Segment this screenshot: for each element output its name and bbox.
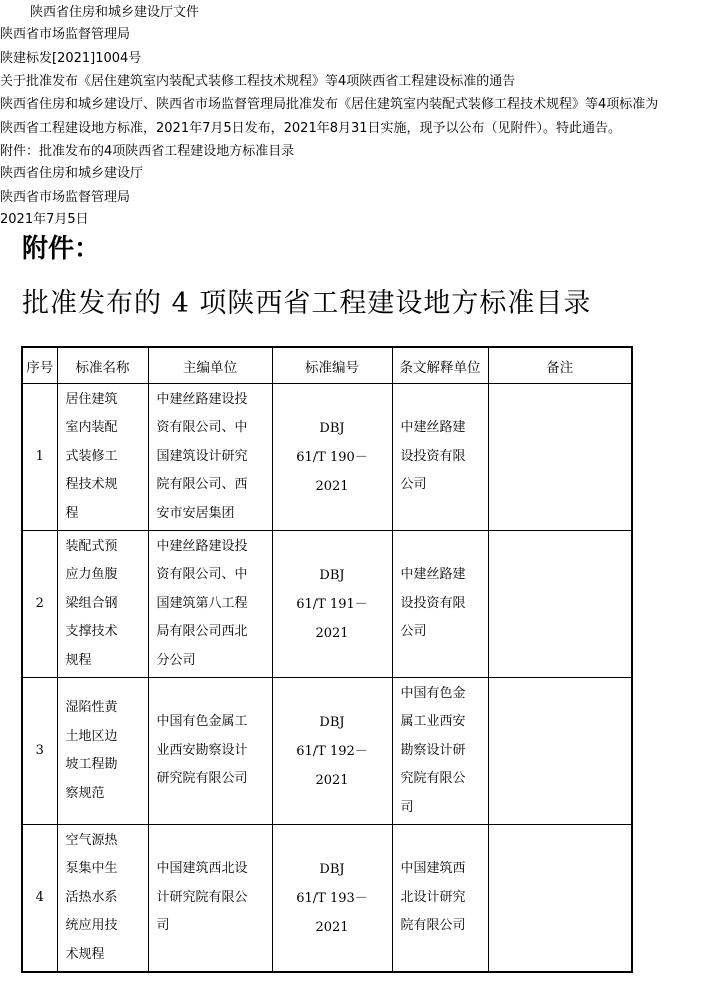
document-number: 陕建标发[2021]1004号 bbox=[0, 51, 142, 66]
cell-chief-editor-line: 局有限公司西北 bbox=[156, 624, 248, 640]
cell-standard-code-line: 61/T 190－2021 bbox=[296, 449, 368, 494]
attachment-label: 附件： bbox=[22, 234, 101, 264]
cell-interpretation-unit-line: 勘察设计研 bbox=[400, 742, 466, 758]
cell-chief-editor-line: 资有限公司、中 bbox=[156, 567, 248, 583]
cell-standard-name-line: 土地区边 bbox=[65, 728, 118, 744]
cell-standard-name bbox=[57, 825, 148, 973]
cell-standard-code bbox=[272, 678, 392, 825]
cell-standard-name-line: 察规范 bbox=[65, 785, 105, 801]
signature-market-bureau: 陕西省市场监督管理局 bbox=[0, 190, 131, 205]
cell-interpretation-unit-line: 院有限公司 bbox=[400, 918, 466, 934]
cell-interpretation-unit-line: 公司 bbox=[400, 624, 427, 640]
cell-standard-code-line: DBJ bbox=[319, 567, 345, 583]
cell-interpretation-unit-line: 中国有色金 bbox=[400, 685, 466, 701]
table-row bbox=[22, 384, 632, 531]
cell-standard-name-line: 湿陷性黄 bbox=[65, 700, 118, 715]
cell-standard-code bbox=[272, 384, 392, 531]
cell-chief-editor-line: 安市安居集团 bbox=[156, 505, 235, 521]
cell-serial: 1 bbox=[22, 384, 57, 531]
cell-standard-name-line: 梁组合钢 bbox=[65, 595, 118, 611]
cell-interpretation-unit-line: 公司 bbox=[400, 477, 427, 493]
cell-chief-editor-line: 分公司 bbox=[156, 652, 196, 668]
cell-chief-editor-line: 国建筑设计研究 bbox=[156, 448, 248, 464]
table-row bbox=[22, 678, 632, 825]
notice-body-line-2: 陕西省工程建设地方标准，2021年7月5日发布，2021年8月31日实施，现予以公布（见附件）。特此通告。 bbox=[0, 121, 622, 136]
cell-standard-name-line: 统应用技 bbox=[65, 918, 118, 934]
cell-interpretation-unit-line: 中建丝路建 bbox=[400, 567, 466, 583]
cell-standard-name-line: 式装修工 bbox=[65, 448, 118, 464]
cell-chief-editor-line: 中建丝路建设投 bbox=[156, 538, 248, 554]
cell-interpretation-unit bbox=[392, 531, 488, 678]
notice-date: 2021年7月5日 bbox=[0, 212, 89, 227]
cell-standard-name-line: 程技术规 bbox=[65, 477, 118, 493]
cell-interpretation-unit-line: 设投资有限 bbox=[400, 595, 466, 611]
cell-chief-editor bbox=[148, 678, 272, 825]
cell-standard-code-line: DBJ bbox=[319, 420, 345, 436]
document-label: 陕西省住房和城乡建设厅文件 bbox=[30, 5, 200, 20]
attachment-title: 批准发布的 4 项陕西省工程建设地方标准目录 bbox=[22, 288, 592, 319]
notice-subject: 关于批准发布《居住建筑室内装配式装修工程技术规程》等4项陕西省工程建设标准的通告 bbox=[0, 74, 516, 89]
header-interpretation-unit: 条文解释单位 bbox=[392, 347, 488, 384]
cell-chief-editor-line: 院有限公司、西 bbox=[156, 477, 248, 493]
cell-standard-name-line: 程 bbox=[65, 505, 79, 521]
cell-standard-name-line: 规程 bbox=[65, 652, 92, 668]
signature-housing-dept: 陕西省住房和城乡建设厅 bbox=[0, 166, 144, 181]
cell-standard-name-line: 坡工程勘 bbox=[65, 757, 118, 772]
header-standard-name: 标准名称 bbox=[57, 347, 148, 384]
cell-standard-name-line: 居住建筑 bbox=[65, 391, 118, 407]
cell-standard-name-line: 装配式预 bbox=[65, 538, 118, 554]
issuer-market-bureau: 陕西省市场监督管理局 bbox=[0, 27, 131, 42]
header-standard-code: 标准编号 bbox=[272, 347, 392, 384]
table-row bbox=[22, 825, 632, 973]
cell-interpretation-unit-line: 究院有限公 bbox=[400, 771, 466, 787]
cell-standard-code-line: DBJ bbox=[319, 714, 345, 730]
header-serial: 序号 bbox=[22, 347, 57, 384]
cell-interpretation-unit-line: 司 bbox=[400, 799, 414, 815]
cell-standard-code bbox=[272, 531, 392, 678]
cell-chief-editor-line: 中建丝路建设投 bbox=[156, 391, 248, 407]
cell-interpretation-unit-line: 设投资有限 bbox=[400, 448, 466, 464]
cell-standard-name bbox=[57, 384, 148, 531]
cell-standard-name-line: 活热水系 bbox=[65, 889, 118, 905]
cell-chief-editor-line: 司 bbox=[156, 918, 170, 934]
cell-chief-editor bbox=[148, 531, 272, 678]
cell-chief-editor-line: 业西安勘察设计 bbox=[156, 742, 248, 758]
cell-remarks bbox=[488, 678, 632, 825]
cell-interpretation-unit bbox=[392, 384, 488, 531]
cell-serial: 4 bbox=[22, 825, 57, 973]
cell-standard-code-line: 61/T 192－2021 bbox=[296, 743, 368, 788]
cell-interpretation-unit-line: 北设计研究 bbox=[400, 889, 466, 905]
standards-table bbox=[21, 346, 633, 973]
cell-standard-code bbox=[272, 825, 392, 973]
cell-chief-editor-line: 中国建筑西北设 bbox=[156, 861, 248, 877]
cell-serial: 2 bbox=[22, 531, 57, 678]
cell-chief-editor-line: 计研究院有限公 bbox=[156, 889, 248, 905]
cell-standard-name-line: 泵集中生 bbox=[65, 861, 118, 877]
cell-interpretation-unit-line: 中建丝路建 bbox=[400, 420, 466, 436]
table-header-row bbox=[22, 347, 632, 384]
cell-chief-editor-line: 中国有色金属工 bbox=[156, 714, 248, 730]
cell-chief-editor bbox=[148, 384, 272, 531]
cell-standard-code-line: DBJ bbox=[319, 861, 345, 877]
cell-chief-editor-line: 国建筑第八工程 bbox=[156, 595, 248, 611]
cell-serial: 3 bbox=[22, 678, 57, 825]
cell-interpretation-unit bbox=[392, 678, 488, 825]
cell-standard-code-line: 61/T 193－2021 bbox=[296, 890, 368, 935]
cell-chief-editor-line: 资有限公司、中 bbox=[156, 420, 248, 436]
cell-standard-name-line: 空气源热 bbox=[65, 832, 118, 848]
cell-remarks bbox=[488, 825, 632, 973]
cell-standard-name-line: 室内装配 bbox=[65, 420, 118, 436]
cell-remarks bbox=[488, 531, 632, 678]
table-row bbox=[22, 531, 632, 678]
cell-standard-name bbox=[57, 678, 148, 825]
cell-standard-name bbox=[57, 531, 148, 678]
attachment-note: 附件：批准发布的4项陕西省工程建设地方标准目录 bbox=[0, 144, 295, 159]
notice-body-line-1: 陕西省住房和城乡建设厅、陕西省市场监督管理局批准发布《居住建筑室内装配式装修工程技术规程》等4项标准为 bbox=[0, 97, 659, 112]
cell-interpretation-unit-line: 属工业西安 bbox=[400, 714, 466, 730]
header-chief-editor: 主编单位 bbox=[148, 347, 272, 384]
cell-chief-editor bbox=[148, 825, 272, 973]
cell-interpretation-unit bbox=[392, 825, 488, 973]
cell-standard-name-line: 支撑技术 bbox=[65, 624, 118, 640]
cell-interpretation-unit-line: 中国建筑西 bbox=[400, 861, 466, 877]
cell-standard-code-line: 61/T 191－2021 bbox=[296, 596, 368, 641]
cell-standard-name-line: 应力鱼腹 bbox=[65, 567, 118, 583]
header-remarks: 备注 bbox=[488, 347, 632, 384]
cell-remarks bbox=[488, 384, 632, 531]
cell-chief-editor-line: 研究院有限公司 bbox=[156, 771, 248, 787]
cell-standard-name-line: 术规程 bbox=[65, 946, 105, 962]
